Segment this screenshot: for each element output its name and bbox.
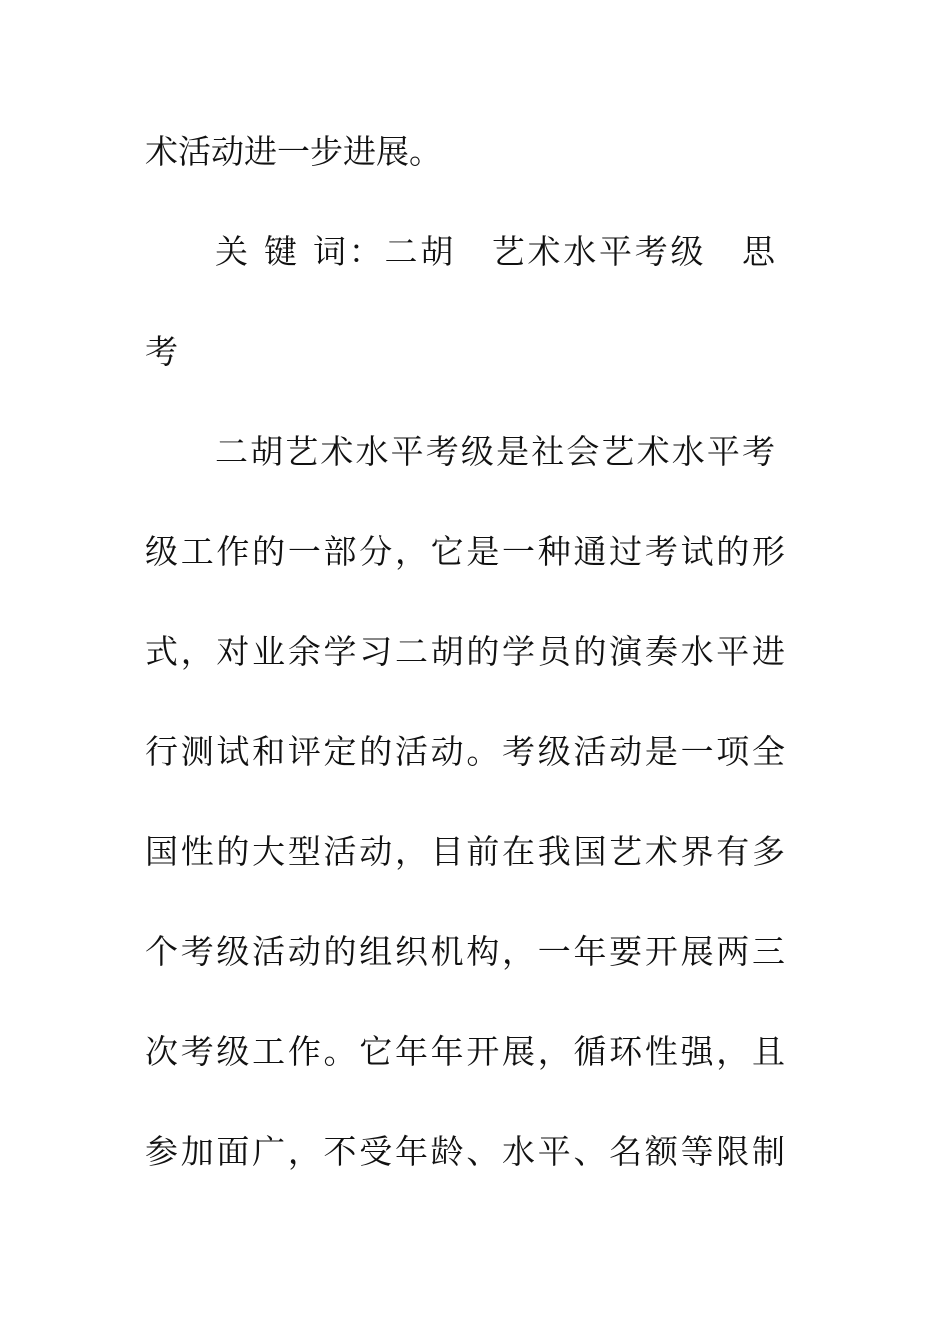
paragraph-line-4: 行测试和评定的活动。考级活动是一项全 [145,732,785,771]
paragraph-line-6: 个考级活动的组织机构，一年要开展两三 [145,932,785,971]
paragraph-line-3: 式，对业余学习二胡的学员的演奏水平进 [145,632,785,671]
paragraph-line-1: 二胡艺术水平考级是社会艺术水平考 [215,432,775,471]
paragraph-line-5: 国性的大型活动，目前在我国艺术界有多 [145,832,785,871]
paragraph-line-2: 级工作的一部分，它是一种通过考试的形 [145,532,785,571]
keywords-line: 关 键 词：二胡 艺术水平考级 思 [215,232,775,271]
paragraph-line-7: 次考级工作。它年年开展，循环性强，且 [145,1032,785,1071]
paragraph-line-8: 参加面广，不受年龄、水平、名额等限制 [145,1132,785,1171]
keywords-continuation: 考 [145,332,178,371]
text-line-1: 术活动进一步进展。 [145,132,442,171]
